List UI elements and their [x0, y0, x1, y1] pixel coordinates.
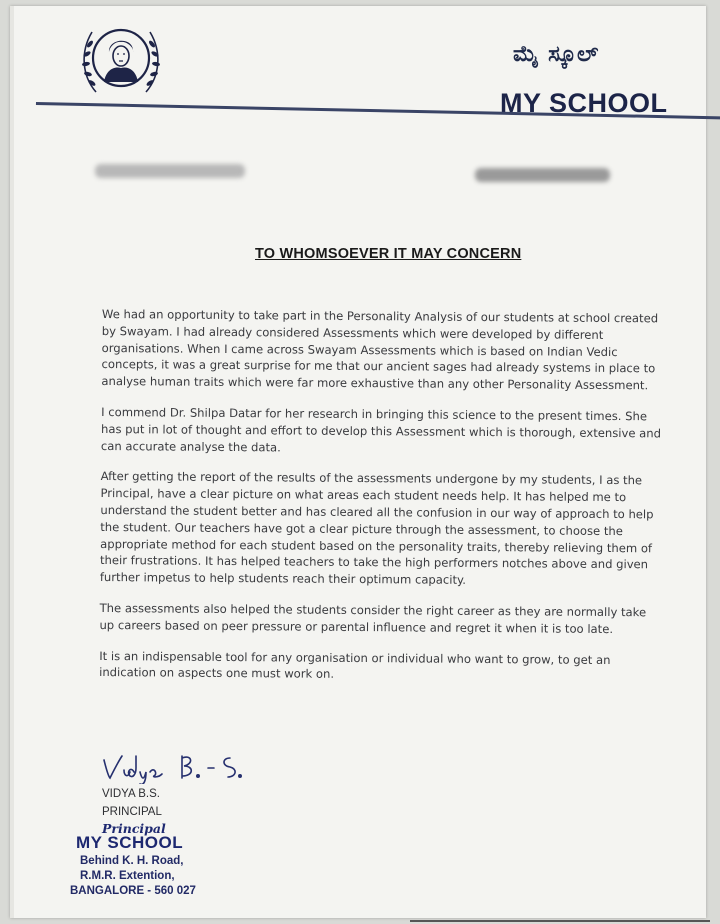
- paragraph: I commend Dr. Shilpa Datar for her research in bringing this science to the present times. She has put in lot of thought and effort to develop this Assessment which is thorough, extensive and can accurate analyse the data.: [100, 404, 662, 454]
- stamp-school-name: MY SCHOOL: [76, 833, 184, 852]
- redacted-date: [475, 168, 610, 182]
- school-name-kannada: ಮೈ ಸ್ಕೂಲ್: [513, 42, 600, 67]
- paragraph: It is an indispensable tool for any organisation or individual who want to grow, to get an indication on aspects one must work on.: [99, 648, 611, 682]
- letter-heading: TO WHOMSOEVER IT MAY CONCERN: [255, 246, 522, 262]
- handwritten-signature: [100, 750, 270, 784]
- signatory-name: VIDYA B.S.: [102, 788, 160, 800]
- stamp-address-line: BANGALORE - 560 027: [70, 885, 196, 897]
- school-name: MY SCHOOL: [500, 88, 668, 118]
- stamp-role: Principal: [102, 821, 166, 836]
- paragraph: After getting the report of the results of the assessments undergone by my students, I as the Principal, have a clear picture on what areas each student needs help. It has helped me to understand the student better and has cleared all the confusion in our way of approach to help the student. Our teachers have got a clear picture through the assessment, to choose the appropriate method for each student based on the personality traits, thereby relieving them of their frustrations. It has helped teachers to take the high performers notches above and given further impetus to help students reach their optimum capacity.: [99, 469, 654, 588]
- school-logo-emblem: [76, 14, 166, 104]
- paragraph: We had an opportunity to take part in the Personality Analysis of our students at school created by Swayam. I had already considered Assessments which were developed by different organisations. When I came across Swayam Assessments which is based on Indian Vedic concepts, it was a great surprise for me that our ancient sages had already systems in place to analyse human traits which were far more exhaustive than any other Personality Assessment.: [101, 306, 659, 393]
- paragraph: The assessments also helped the students consider the right career as they are normally take up careers based on peer pressure or parental influence and regret it when it is too late.: [99, 600, 647, 636]
- redacted-reference: [95, 164, 245, 178]
- letter-body: [99, 306, 662, 700]
- footer-divider: [410, 920, 710, 922]
- signatory-title: PRINCIPAL: [102, 806, 162, 818]
- stamp-address-line: R.M.R. Extention,: [80, 870, 175, 882]
- stamp-address-line: Behind K. H. Road,: [80, 855, 184, 867]
- letter-page: [10, 6, 706, 918]
